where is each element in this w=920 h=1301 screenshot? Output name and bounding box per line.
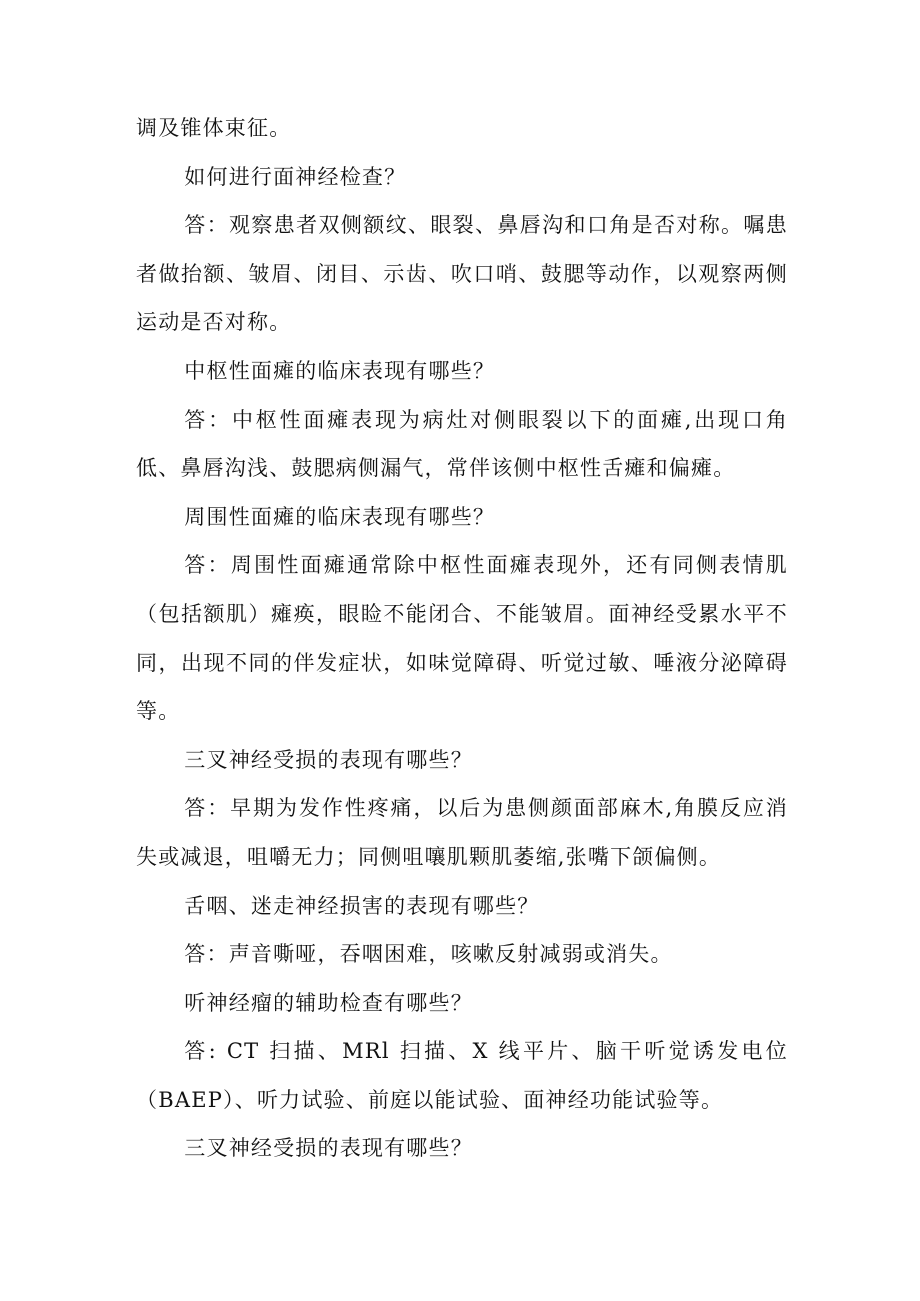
- document-body: [136, 104, 788, 1173]
- question-trigeminal-nerve: 三叉神经受损的表现有哪些？: [184, 747, 473, 772]
- question-trigeminal-nerve-repeat: 三叉神经受损的表现有哪些？: [184, 1136, 473, 1161]
- question-glossopharyngeal-vagus: 舌咽、迷走神经损害的表现有哪些？: [184, 893, 540, 918]
- answer-glossopharyngeal-vagus: 答：声音嘶哑，吞咽困难，咳嗽反射减弱或消失。: [184, 942, 673, 967]
- question-peripheral-facial-palsy: 周围性面瘫的临床表现有哪些？: [184, 504, 496, 529]
- answer-central-facial-palsy: 答：中枢性面瘫表现为病灶对侧眼裂以下的面瘫,出现口角低、鼻唇沟浅、鼓腮病侧漏气，常伴该侧中枢性舌瘫和偏瘫。: [136, 407, 788, 481]
- question-facial-nerve-exam: 如何进行面神经检查？: [184, 164, 407, 189]
- answer-trigeminal-nerve: 答：早期为发作性疼痛，以后为患侧颜面部麻木,角膜反应消失或减退，咀嚼无力；同侧咀嚷肌颗肌萎缩,张嘴下颌偏侧。: [136, 796, 788, 869]
- answer-facial-nerve-exam: 答：观察患者双侧额纹、眼裂、鼻唇沟和口角是否对称。嘱患者做抬额、皱眉、闭目、示齿、吹口哨、鼓腮等动作，以观察两侧运动是否对称。: [136, 213, 788, 335]
- question-acoustic-neuroma: 听神经瘤的辅助检查有哪些？: [184, 990, 473, 1015]
- question-central-facial-palsy: 中枢性面瘫的临床表现有哪些？: [184, 358, 496, 383]
- answer-peripheral-facial-palsy: 答：周围性面瘫通常除中枢性面瘫表现外，还有同侧表情肌（包括额肌）瘫痪，眼睑不能闭合、不能皱眉。面神经受累水平不同，出现不同的伴发症状，如味觉障碍、听觉过敏、唾液分泌障碍等。: [136, 553, 788, 724]
- paragraph-continuation: 调及锥体束征。: [136, 116, 292, 140]
- answer-acoustic-neuroma: 答: CT 扫描、MRl 扫描、X 线平片、脑干听觉诱发电位（BAEP）、听力试验、前庭以能试验、面神经功能试验等。: [136, 1039, 788, 1112]
